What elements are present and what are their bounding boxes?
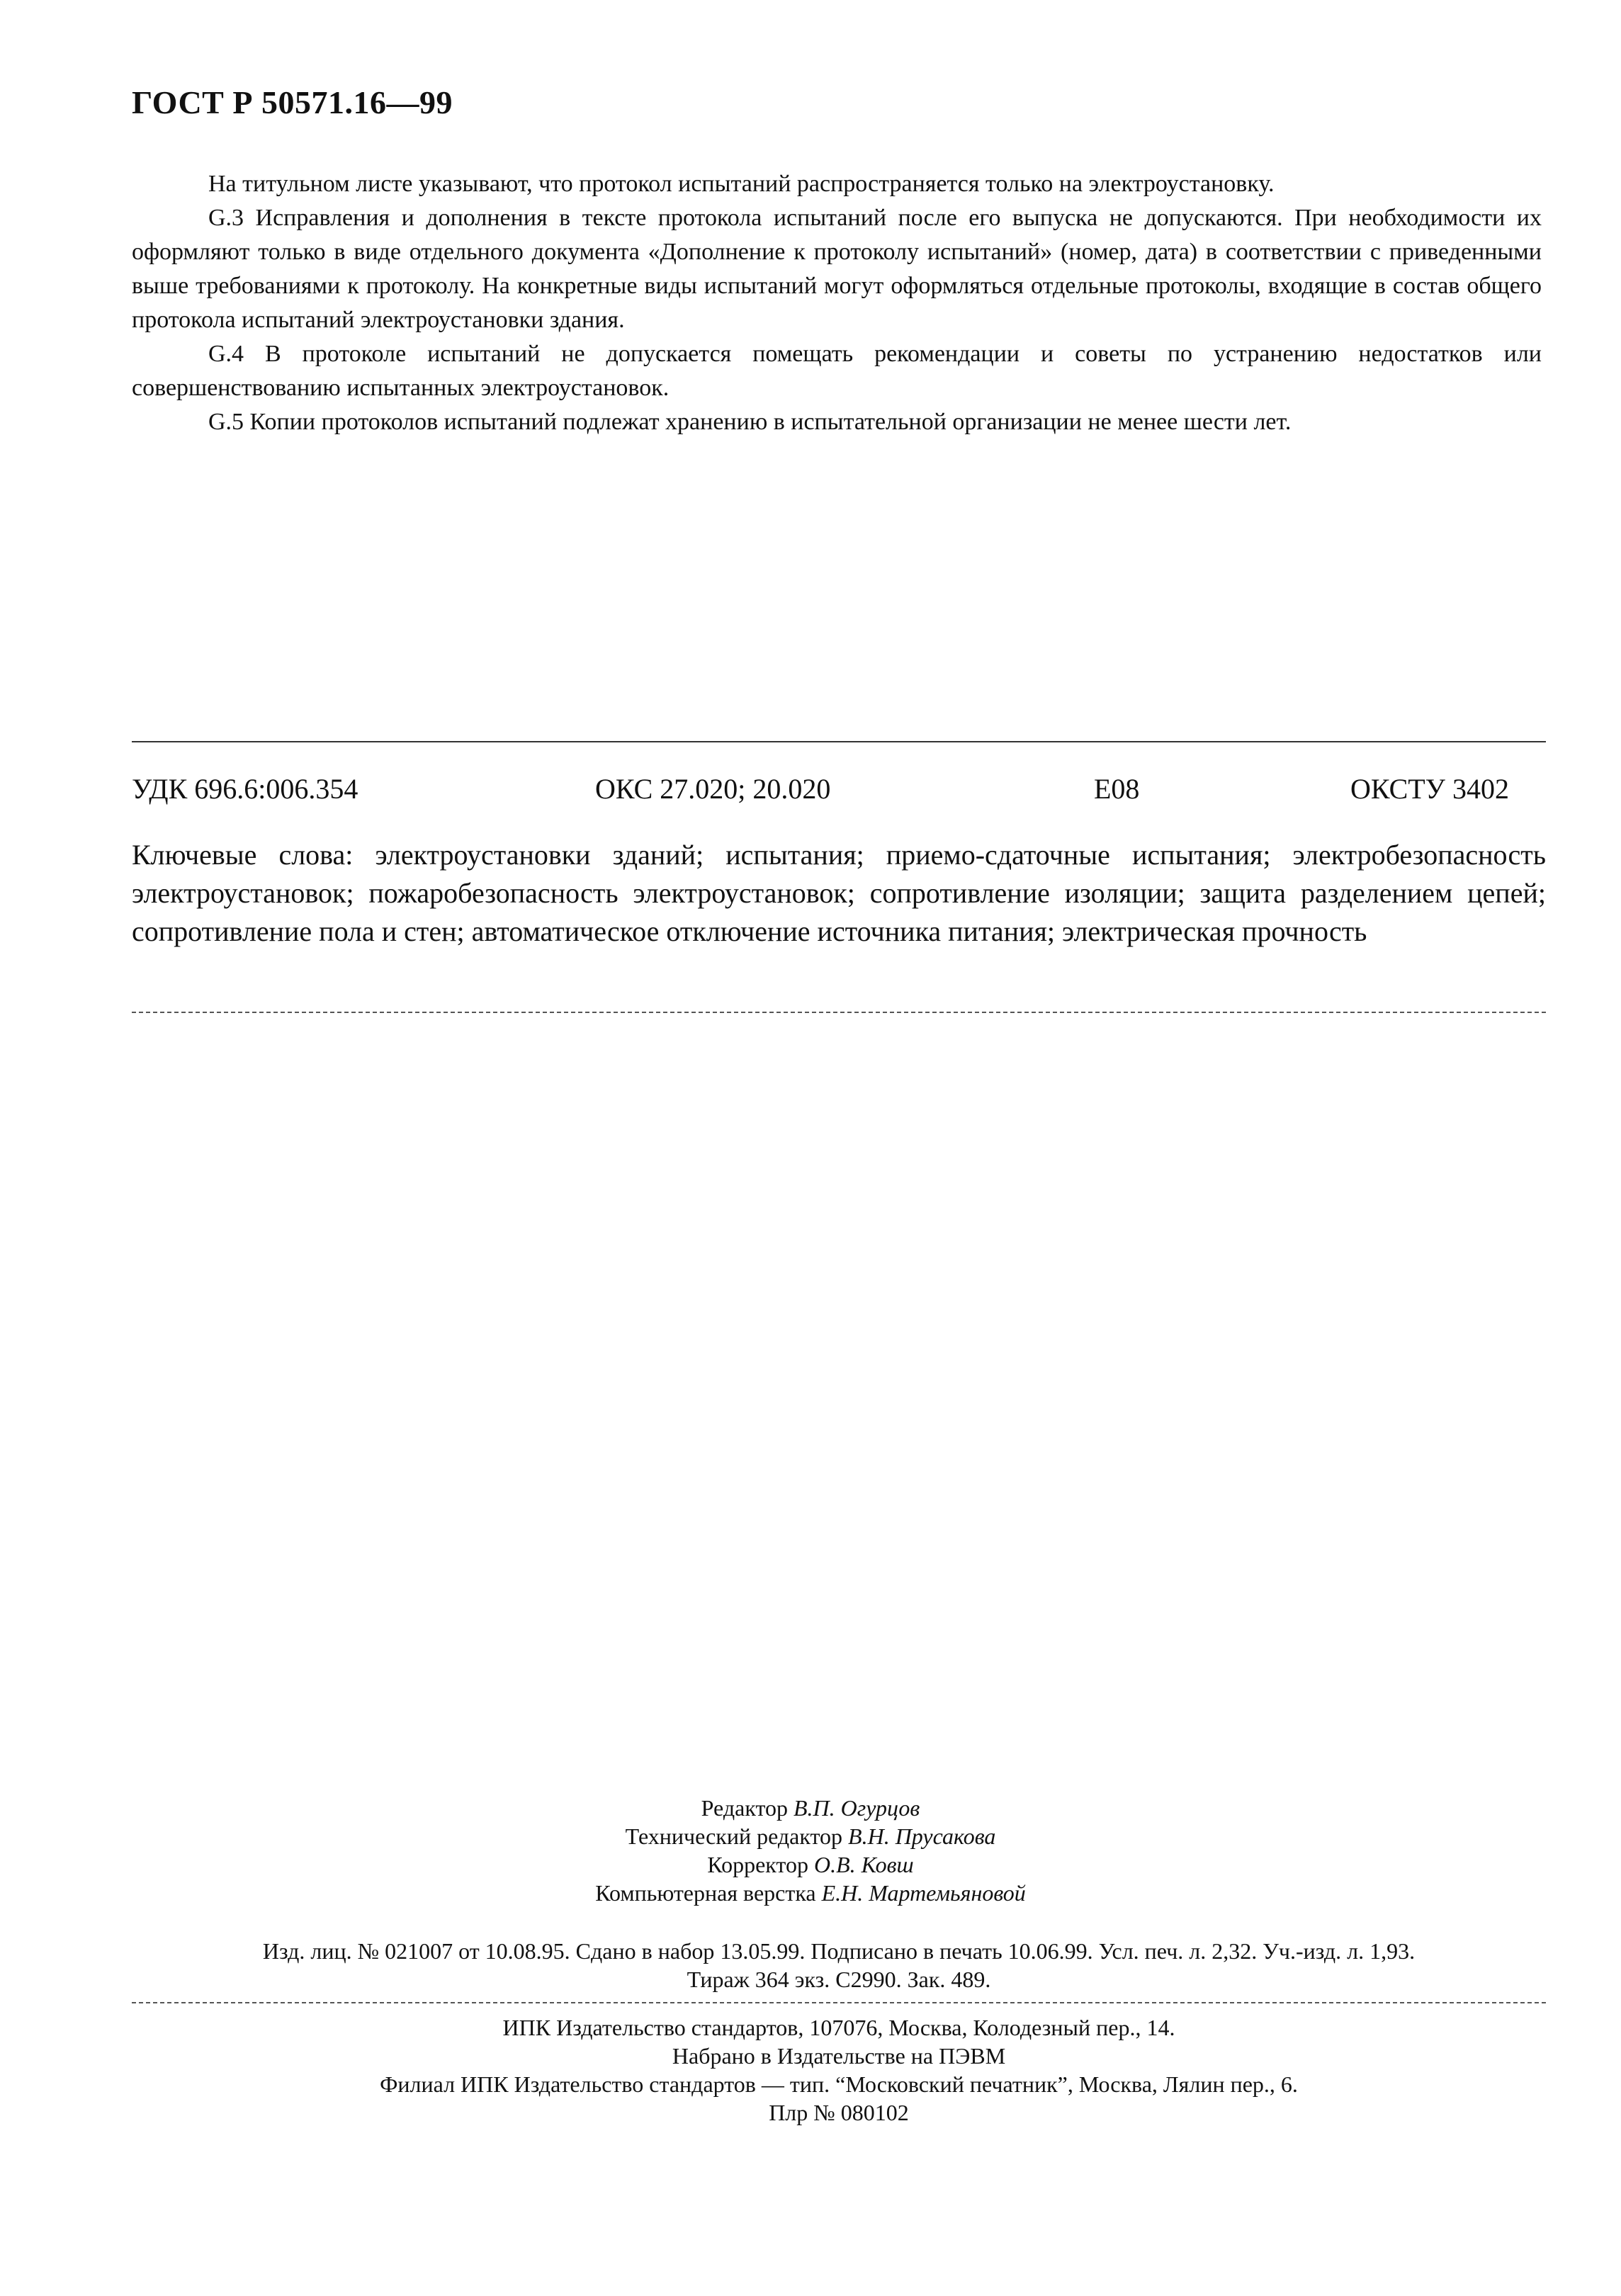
print-info-line: Изд. лиц. № 021007 от 10.08.95. Сдано в набор 13.05.99. Подписано в печать 10.06.99. Усл. печ. л. 2,32. Уч.-изд. л. 1,93. [262, 1938, 1416, 1964]
credit-tech-editor [0, 1822, 1621, 1850]
paragraph-g3: G.3 Исправления и дополнения в тексте протокола испытаний после его выпуска не допускаются. При необходимости их оформляют только в виде отдельного документа «Дополнение к протоколу испытаний» (номер, дата) в соответствии с приведенными выше требованиями к протоколу. На конкретные виды испытаний могут оформляться отдельные протоколы, входящие в состав общего протокола испытаний электроустановки здания. [132, 205, 1542, 333]
publisher-line: ИПК Издательство стандартов, 107076, Москва, Колодезный пер., 14. [502, 2015, 1175, 2040]
credit-corrector [0, 1850, 1621, 1879]
credit-name: Е.Н. Мартемьяновой [821, 1880, 1026, 1906]
paragraph-g5: G.5 Копии протоколов испытаний подлежат хранению в испытательной организации не менее шести лет. [208, 409, 1292, 435]
publisher-line: Набрано в Издательстве на ПЭВМ [672, 2043, 1006, 2069]
credit-name: В.Н. Прусакова [848, 1823, 996, 1849]
paragraph-g4: G.4 В протоколе испытаний не допускается помещать рекомендации и советы по устранению недостатков или совершенствованию испытанных электроустановок. [132, 341, 1542, 401]
keywords: Ключевые слова: электроустановки зданий; испытания; приемо-сдаточные испытания; электробезопасность электроустановок; пожаробезопасность электроустановок; сопротивление изоляции; защита разделением цепей; сопротивление пола и стен; автоматическое отключение источника питания; электрическая прочность [132, 839, 1546, 947]
paragraph-title-page: На титульном листе указывают, что протокол испытаний распространяется только на электроустановку. [208, 171, 1275, 197]
publisher-line: Филиал ИПК Издательство стандартов — тип. “Московский печатник”, Москва, Лялин пер., 6. [380, 2071, 1298, 2097]
publisher-block [132, 2013, 1546, 2127]
divider-top [132, 741, 1546, 742]
publisher-line: Плр № 080102 [769, 2100, 909, 2125]
group-code: Е08 [1094, 773, 1140, 805]
credit-role: Редактор [701, 1795, 788, 1821]
credit-role: Корректор [707, 1852, 808, 1877]
body-text [132, 167, 1542, 439]
okstu-code: ОКСТУ 3402 [1350, 773, 1510, 805]
print-info [132, 1937, 1546, 1994]
credit-name: В.П. Огурцов [793, 1795, 920, 1821]
credit-role: Компьютерная верстка [595, 1880, 816, 1906]
udk-code: УДК 696.6:006.354 [132, 773, 358, 805]
credit-editor [0, 1794, 1621, 1822]
credit-layout [0, 1879, 1621, 1907]
credit-name: О.В. Ковш [813, 1852, 914, 1877]
credit-role: Технический редактор [625, 1823, 843, 1849]
print-info-line: Тираж 364 экз. С2990. Зак. 489. [687, 1967, 991, 1992]
oks-code: ОКС 27.020; 20.020 [595, 773, 831, 805]
divider-publisher [132, 2002, 1546, 2003]
divider-keywords [132, 1012, 1546, 1013]
credits-block [0, 1794, 1621, 1907]
document-header: ГОСТ Р 50571.16—99 [132, 84, 453, 120]
